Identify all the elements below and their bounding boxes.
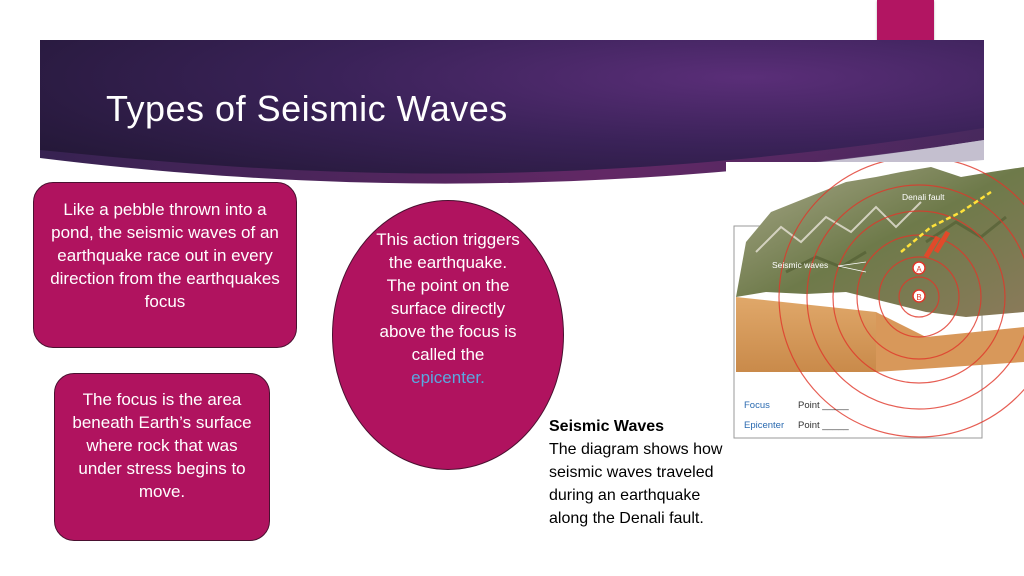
legend-focus: Focus: [744, 400, 770, 411]
pebble-text-box: [33, 182, 297, 348]
pebble-text: Like a pebble thrown into a pond, the seismic waves of an earthquake race out in every direction from the earthquakes focus: [50, 200, 280, 311]
legend-epicenter: Epicenter: [744, 420, 785, 431]
caption-body: The diagram shows how seismic waves traveled during an earthquake along the Denali fault.: [549, 441, 723, 527]
slide-title: Types of Seismic Waves: [106, 88, 508, 129]
epicenter-text: This action triggers the earthquake. The point on the surface directly above the focus is called the: [376, 230, 520, 364]
seismic-diagram: [726, 162, 1024, 442]
focus-text: The focus is the area beneath Earth’s surface where rock that was under stress begins to move.: [72, 390, 252, 501]
focus-text-box: [54, 373, 270, 541]
point-b-label: B: [916, 293, 922, 302]
epicenter-highlight: epicenter.: [411, 368, 485, 387]
fault-label: Denali fault: [902, 192, 945, 202]
diagram-caption: [549, 415, 739, 530]
epicenter-oval: [332, 200, 564, 470]
caption-title: Seismic Waves: [549, 418, 665, 435]
waves-label: Seismic waves: [772, 260, 829, 270]
legend-point-2: Point _____: [798, 420, 849, 431]
legend-point-1: Point _____: [798, 400, 849, 411]
point-a-label: A: [916, 265, 922, 274]
